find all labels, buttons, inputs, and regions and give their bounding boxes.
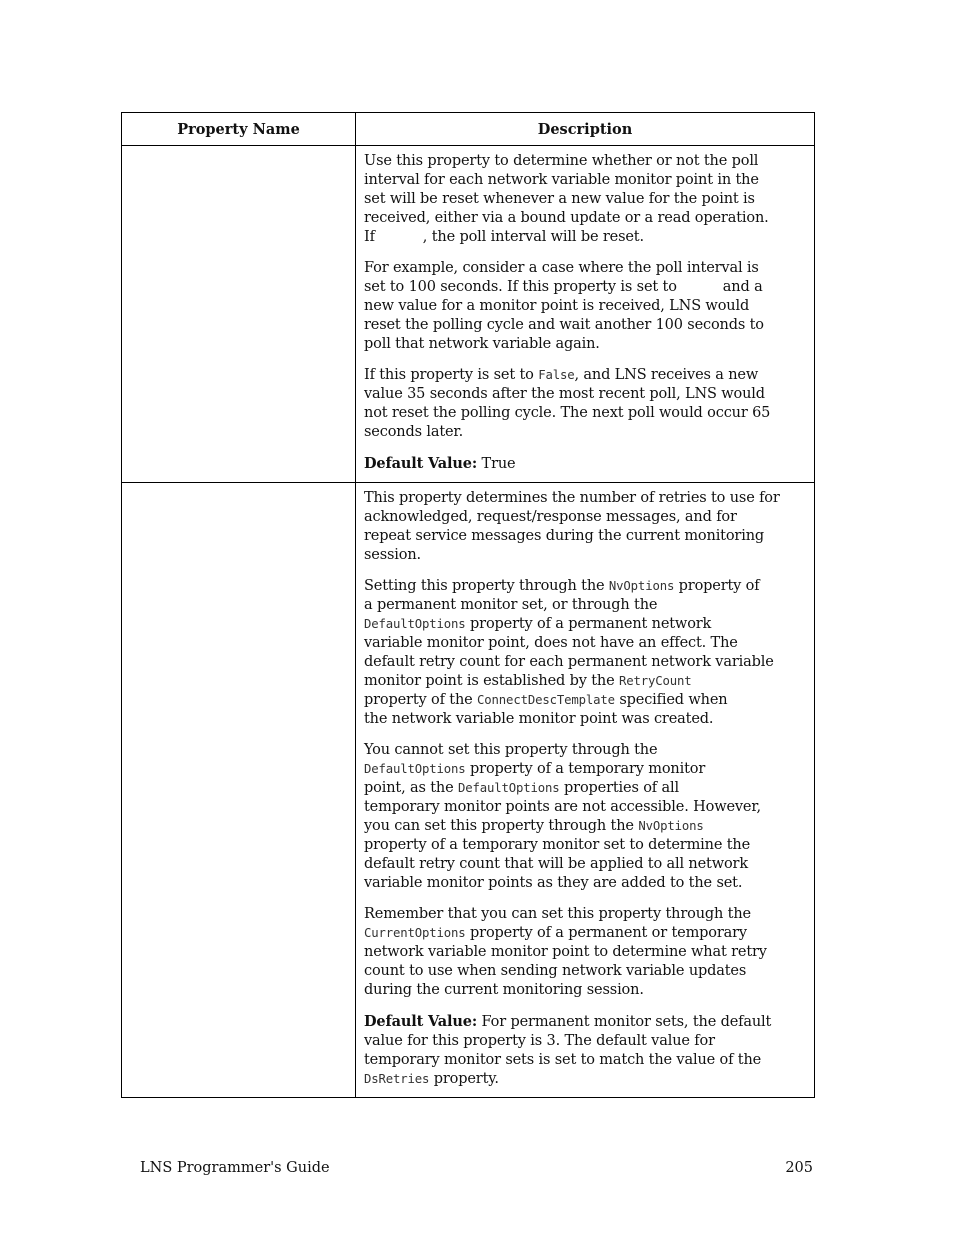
footer-title: LNS Programmer's Guide (140, 1160, 330, 1176)
paragraph: Setting this property through the NvOptions property of a permanent monitor set, or through the DefaultOptions property of a permanent network variable monitor point, does not have an effect. The default retry count for each permanent network variable monitor point is established by the RetryCount property of the ConnectDescTemplate specified when the network variable monitor point was created. (364, 578, 774, 727)
table-row (122, 482, 814, 1097)
default-value: Default Value: For permanent monitor sets, the default value for this property is 3. The default value for temporary monitor sets is set to match the value of the DsRetries property. (364, 1013, 772, 1087)
property-name-cell (122, 146, 356, 482)
description-cell (356, 146, 814, 482)
paragraph: If this property is set to False, and LNS receives a new value 35 seconds after the most recent poll, LNS would not reset the polling cycle. The next poll would occur 65 seconds later. (364, 367, 771, 440)
description-cell (356, 483, 814, 1097)
header-description: Description (537, 120, 633, 138)
paragraph: For example, consider a case where the poll interval is set to 100 seconds. If this property is set to and a new value for a monitor point is received, LNS would reset the polling cycle and wait another 100 seconds to poll that network variable again. (364, 260, 764, 352)
table-header-row (122, 113, 814, 145)
table-row (122, 145, 814, 482)
paragraph: You cannot set this property through the DefaultOptions property of a temporary monitor point, as the DefaultOptions properties of all temporary monitor points are not accessible. However, you can set this property through the NvOptions property of a temporary monitor set to determine the default retry count that will be applied to all network variable monitor points as they are added to the set. (364, 742, 762, 891)
page-number: 205 (785, 1160, 813, 1176)
paragraph: Use this property to determine whether or not the poll interval for each network variable monitor point in the set will be reset whenever a new value for the point is received, either via a bound update or a read operation. If , the poll interval will be reset. (364, 153, 769, 245)
paragraph: Remember that you can set this property through the CurrentOptions property of a permanent or temporary network variable monitor point to determine what retry count to use when sending network variable updates during the current monitoring session. (364, 906, 767, 998)
property-name-cell (122, 483, 356, 1097)
property-table (121, 112, 815, 1098)
default-value: Default Value: True (364, 455, 516, 472)
header-property-name: Property Name (122, 113, 356, 145)
paragraph: This property determines the number of retries to use for acknowledged, request/response messages, and for repeat service messages during the current monitoring session. (364, 490, 780, 563)
